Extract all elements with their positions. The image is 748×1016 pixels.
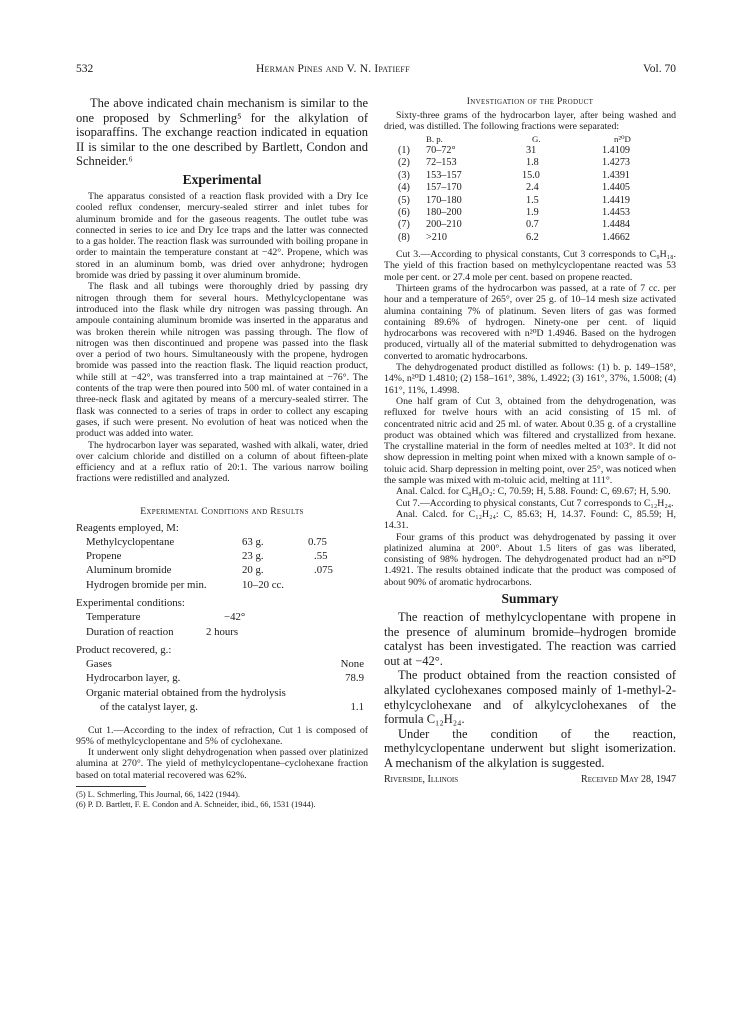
investigation-heading: Investigation of the Product [466,96,594,107]
table-row: (8) >210 6.2 1.4662 [398,231,631,243]
table-row: (4) 157–170 2.4 1.4405 [398,182,631,194]
footnote-5: (5) L. Schmerling, This Journal, 66, 1422 (1944). [76,790,240,800]
table-row: (7) 200–210 0.7 1.4484 [398,219,631,231]
experimental-conditions-label: Experimental conditions: [76,597,185,610]
footnote-6: (6) P. D. Bartlett, F. E. Condon and A. Schneider, ibid., 66, 1531 (1944). [76,799,316,809]
summary-paragraph-2: The product obtained from the reaction consisted of alkylated cyclohexanes composed mainly of 1-methyl-2-ethylcyclohexane and of alkylcyclohexanes of the formula C₁₂H₂₄. [384,668,676,727]
table-row: (6) 180–200 1.9 1.4453 [398,206,631,218]
table-row: (5) 170–180 1.5 1.4419 [398,194,631,206]
cut3-paragraph-1: Cut 3.—According to physical constants, Cut 3 corresponds to C₉H₁₈. The yield of this fraction based on methylcyclopentane reacted was 53 mole per cent. or 27.4 mole per cent. based on propene reacted. [384,249,676,283]
signature-place: Riverside, Illinois [384,773,459,785]
table-row: Aluminum bromide 20 g. .075 [86,564,333,577]
fractions-header-row: B. p. G. n²⁰D [426,133,631,144]
cut7-paragraph-2: Four grams of this product was dehydrogenated by passing it over platinized alumina at 200°. About 1.5 liters of gas was liberated, consisting of 98% hydrogen. The dehydrogenated product had an n²⁰D 1.4921. The results obtained indicate that the product was composed of about 90% of aromatic hydrocarbons. [384,531,676,588]
experimental-paragraph-2: The flask and all tubings were thoroughly dried by passing dry nitrogen through them for several hours. Methylcyclopentane was introduced into the flask while dry nitrogen was passing through. An ampoule containing aluminum bromide was inserted in the apparatus and was broken therein while nitrogen was passing through. The flow of nitrogen was then discontinued and propene was passed into the flask over a period of two hours. Simultaneously with the propene, hydrogen bromide was passed into the reaction flask. The liquid reaction product, while still at −42°, was transferred into a trap maintained at −76°. The contents of the trap were then poured into 500 ml. of water contained in a three-neck flask and agitated by means of a mercury-sealed stirrer. The flask was connected to a series of traps in order to collect any escaping gases, if such were present. No evolution of heat was noticed when the product was added into water. [76,281,368,440]
fractions-table [384,133,676,245]
cut3-paragraph-3: The dehydrogenated product distilled as follows: (1) b. p. 149–158°, 14%, n²⁰D 1.4810; (2) 158–161°, 38%, 1.4922; (3) 161°, 37%, 1.5008; (4) 161°, 11%, 1.4998. [384,362,676,396]
reagents-label: Reagents employed, M: [76,521,179,534]
table-row: Gases None [86,658,364,671]
table-row: Hydrogen bromide per min. 10–20 cc. [86,578,284,591]
cut7-paragraph-1: Cut 7.—According to physical constants, Cut 7 corresponds to C₁₂H₂₄. [396,497,674,509]
running-authors: Herman Pines and V. N. Ipatieff [256,63,410,75]
table-row: Propene 23 g. .55 [86,550,328,563]
summary-paragraph-3: Under the condition of the reaction, methylcyclopentane underwent but slight isomerization. A mechanism of the alkylation is suggested. [384,726,676,770]
running-header [76,63,676,77]
table-row: of the catalyst layer, g. 1.1 [100,701,364,714]
table-row: Temperature −42° [86,611,246,624]
cut3-paragraph-2: Thirteen grams of the hydrocarbon was passed, at a rate of 7 cc. per hour and a temperature of 265°, over 25 g. of 10–14 mesh size activated alumina containing 7% of platinum. Seven liters of gas was formed containing 89.6% of hydrogen. Ninety-one per cent. of liquid hydrocarbons was recovered with n²⁰D 1.4946. Based on the hydrogen produced, virtually all of the material submitted to dehydrogenation was converted to aromatic hydrocarbons. [384,283,676,362]
table-row: (1) 70–72° 31 1.4109 [398,144,631,156]
summary-paragraph-1: The reaction of methylcyclopentane with propene in the presence of aluminum bromide–hydrogen bromide catalyst has been investigated. The reaction was carried out at −42°. [384,610,676,668]
volume-label: Vol. 70 [642,63,676,75]
investigation-paragraph: Sixty-three grams of the hydrocarbon layer, after being washed and dried, was distilled. The following fractions were separated: [384,110,676,133]
table-row: Organic material obtained from the hydrolysis [86,686,286,699]
footnote-rule [76,786,146,787]
received-date: Received May 28, 1947 [581,773,676,785]
conditions-table-title: Experimental Conditions and Results [140,505,304,517]
cut3-paragraph-4: One half gram of Cut 3, obtained from the dehydrogenation, was refluxed for twelve hours with an acid consisting of 15 ml. of concentrated nitric acid and 25 ml. of water. About 0.35 g. of a crystalline product was obtained which was filtered and crystallized from hexane. The crystalline material in the form of needles melted at 103°. It did not show depression in melting point when mixed with a known sample of o-toluic acid. Sharp depression in melting point, over 25°, was noticed when the sample was mixed with m-toluic acid, melting at 111°. [384,395,676,487]
cut7-analysis: Anal. Calcd. for C₁₂H₂₄: C, 85.63; H, 14.37. Found: C, 85.59; H, 14.31. [384,508,676,532]
conditions-table [76,521,368,715]
signature-line [384,774,676,788]
table-row: Duration of reaction 2 hours [86,625,239,638]
experimental-paragraph-1: The apparatus consisted of a reaction flask provided with a Dry Ice cooled reflux condenser, mercury-sealed stirrer and inlet tubes for aluminum bromide and for the gaseous reagents. The outlet tube was connected in series to ice and Dry Ice traps and the latter was connected to a gas holder. The reaction flask was surrounded with boiling propane in order to maintain the temperature constant at −42°. Propene, which was stored in an aluminum bomb, was dried over anhydrone; hydrogen bromide was dried by passing it over aluminum bromide. [76,190,368,282]
cut1-paragraph-2: It underwent only slight dehydrogenation when passed over platinized alumina at 270°. The yield of methylcyclopentane–cyclohexane fraction based on total material recovered was 62%. [76,747,368,781]
cut3-analysis: Anal. Calcd. for C₈H₈O₂: C, 70.59; H, 5.88. Found: C, 69.67; H, 5.90. [396,486,671,498]
cut1-paragraph-1: Cut 1.—According to the index of refraction, Cut 1 is composed of 95% of methylcyclopentane and 5% of cyclohexane. [76,724,368,747]
left-column [76,96,368,810]
table-row: Hydrocarbon layer, g. 78.9 [86,672,364,685]
table-row: (2) 72–153 1.8 1.4273 [398,157,631,169]
summary-heading: Summary [501,591,559,607]
experimental-paragraph-3: The hydrocarbon layer was separated, washed with alkali, water, dried over calcium chloride and distilled on a column of about fifteen-plate efficiency and at a reflux ratio of 20:1. The various narrow boiling fractions were redistilled and analyzed. [76,439,368,485]
product-recovered-label: Product recovered, g.: [76,644,172,657]
right-column [384,96,676,788]
page-number: 532 [76,63,94,75]
table-row: Methylcyclopentane 63 g. 0.75 [86,535,327,548]
table-row: (3) 153–157 15.0 1.4391 [398,169,631,181]
experimental-heading: Experimental [182,171,262,187]
intro-paragraph: The above indicated chain mechanism is similar to the one proposed by Schmerling⁵ for the alkylation of isoparaffins. The exchange reaction indicated in equation II is similar to the one described by Bartlett, Condon and Schneider.⁶ [76,96,368,169]
